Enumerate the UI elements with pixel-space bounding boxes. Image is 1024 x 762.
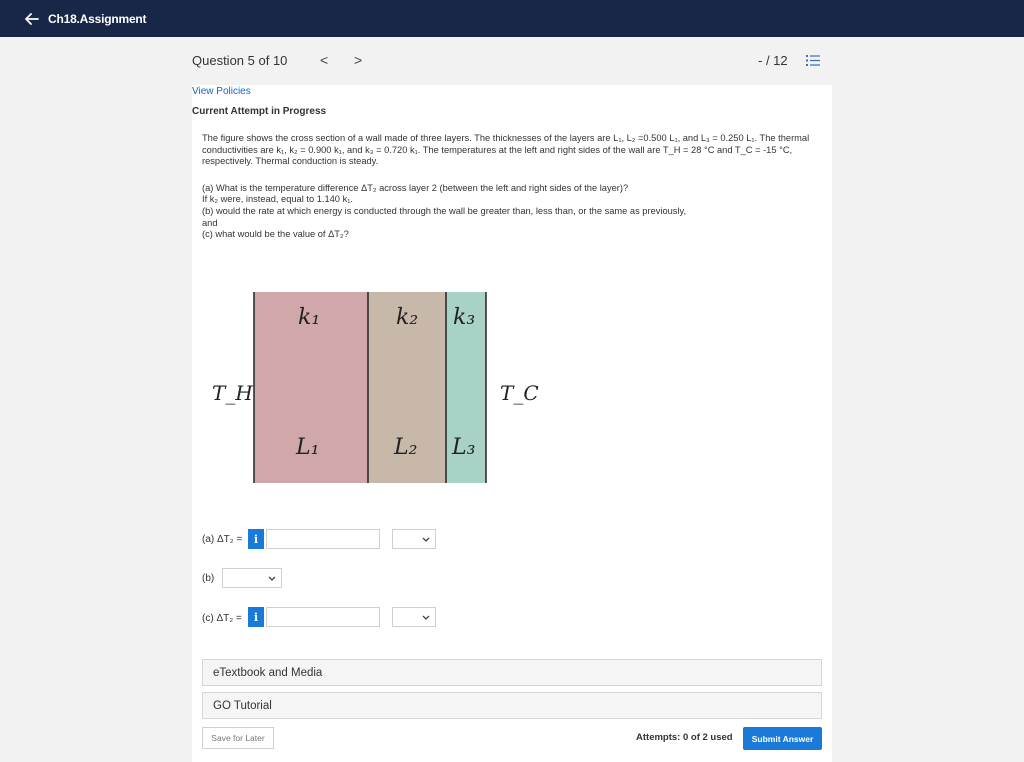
l2-label: L₂: [394, 435, 418, 460]
previous-question-button[interactable]: <: [320, 52, 329, 68]
wall-cross-section-figure: [210, 288, 540, 488]
attempt-heading: Current Attempt in Progress: [192, 106, 327, 117]
info-icon[interactable]: i: [248, 529, 264, 549]
conditional-statement: If k₂ were, instead, equal to 1.140 k₁.: [202, 194, 353, 205]
problem-statement: [202, 133, 827, 241]
chevron-down-icon: [268, 576, 276, 581]
answer-b-label: (b): [202, 573, 215, 584]
part-c-question: (c) what would be the value of ΔT₂?: [202, 229, 349, 240]
top-bar: [0, 0, 1024, 37]
chevron-down-icon: [422, 537, 430, 542]
next-question-button[interactable]: >: [354, 52, 363, 68]
view-policies-link[interactable]: View Policies: [192, 86, 251, 97]
answer-c-label: (c) ΔT₂ =: [202, 613, 242, 624]
info-icon[interactable]: i: [248, 607, 264, 627]
question-score: - / 12: [758, 53, 788, 68]
question-header: [192, 52, 832, 72]
part-a-question: (a) What is the temperature difference ΔT₂ across layer 2 (between the left and right sides of the layer)?: [202, 182, 629, 193]
submit-answer-button[interactable]: Submit Answer: [743, 727, 822, 750]
question-list-icon[interactable]: [806, 54, 820, 70]
attempts-counter: Attempts: 0 of 2 used: [636, 732, 733, 743]
assignment-title: Ch18.Assignment: [48, 11, 147, 26]
k3-label: k₃: [453, 305, 476, 330]
answer-c-unit-select[interactable]: [392, 607, 436, 627]
l1-label: L₁: [296, 435, 320, 460]
answer-c-input[interactable]: [266, 607, 380, 627]
save-for-later-button[interactable]: Save for Later: [202, 727, 274, 749]
etextbook-media-section[interactable]: eTextbook and Media: [202, 659, 822, 686]
chevron-down-icon: [422, 615, 430, 620]
l3-label: L₃: [452, 435, 476, 460]
question-position: Question 5 of 10: [192, 53, 288, 68]
part-b-question: (b) would the rate at which energy is conducted through the wall be greater than, less than, or the same as previously,: [202, 205, 687, 216]
k2-label: k₂: [396, 305, 419, 330]
answer-b-select[interactable]: [222, 568, 282, 588]
back-arrow-icon[interactable]: [24, 11, 40, 27]
problem-intro: The figure shows the cross section of a wall made of three layers. The thicknesses of the layers are L₁, L₂ =0.500 L₁, and L₃ = 0.250 L₁. The thermal conductivities are k₁, k₂ = 0.900 k₁, and k₃ = 0.720 k₁. The temperatures at the left and right sides of the wall are T_H = 28 °C and T_C = -15 °C, respectively. Thermal conduction is steady.: [202, 133, 810, 167]
answer-a-unit-select[interactable]: [392, 529, 436, 549]
tc-label: T_C: [500, 381, 539, 405]
th-label: T_H: [212, 381, 253, 405]
answer-a-label: (a) ΔT₂ =: [202, 534, 243, 545]
answer-a-input[interactable]: [266, 529, 380, 549]
go-tutorial-section[interactable]: GO Tutorial: [202, 692, 822, 719]
k1-label: k₁: [298, 305, 321, 330]
conjunction-text: and: [202, 217, 218, 228]
